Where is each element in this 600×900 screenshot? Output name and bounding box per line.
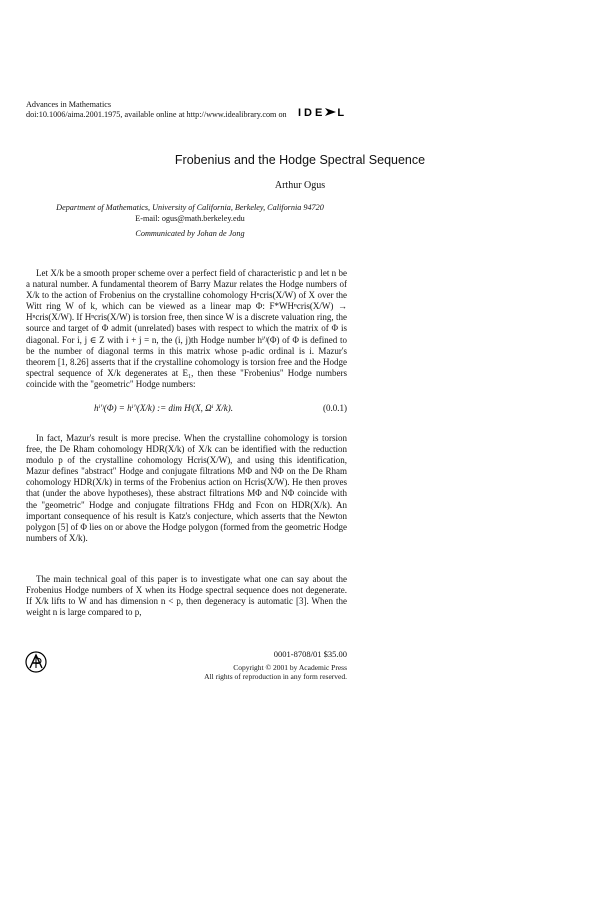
body-paragraph-1 xyxy=(26,268,347,390)
article-title: Frobenius and the Hodge Spectral Sequence xyxy=(174,153,426,167)
article-author: Arthur Ogus xyxy=(274,180,326,191)
email: E-mail: ogus@math.berkeley.edu xyxy=(135,213,245,223)
journal-header xyxy=(26,100,287,120)
publisher-ap-logo-icon xyxy=(25,651,47,673)
doi-line: doi:10.1006/aima.2001.1975, available online at http://www.idealibrary.com on xyxy=(26,110,287,119)
rights: All rights of reproduction in any form reserved. xyxy=(204,672,347,682)
copyright: Copyright © 2001 by Academic Press xyxy=(233,663,347,673)
logo-text: IDE xyxy=(298,107,326,119)
affiliation-block xyxy=(0,203,380,224)
issn-price: 0001-8708/01 $35.00 xyxy=(273,649,347,659)
communicated-by: Communicated by Johan de Jong xyxy=(135,229,245,238)
copyright-footer xyxy=(204,650,347,682)
logo-suffix: L xyxy=(337,107,348,119)
equation-number: (0.0.1) xyxy=(323,403,347,413)
journal-name: Advances in Mathematics xyxy=(26,100,112,109)
equation-body: hⁱ'ʲ(Φ) = hⁱ'ʲ(X/k) := dim Hʲ(X, Ωⁱ X/k). xyxy=(94,403,233,413)
logo-arrow-icon xyxy=(325,106,337,118)
paragraph-3-text: The main technical goal of this paper is to investigate what one can say about the Frobenius Hodge numbers of X when its Hodge spectral sequence does not degenerate. If X/k lifts to W and has dimension n < p, then degeneracy is automatic [3]. When the weight n is large compared to p, xyxy=(26,574,347,618)
ideal-logo xyxy=(298,103,347,119)
paragraph-1-text: Let X/k be a smooth proper scheme over a perfect field of characteristic p and let n be a natural number. A fundamental theorem of Barry Mazur relates the Hodge numbers of X/k to the action of Frobenius on the crystalline cohomology Hⁿcris(X/W) of X over the Witt ring W of k, which can be viewed as a linear map Φ: F*WHⁿcris(X/W) → Hⁿcris(X/W). If Hⁿcris(X/W) is torsion free, then since W is a discrete valuation ring, the source and target of Φ admit (unrelated) bases with respect to which the matrix of Φ is diagonal. For i, j ∈ Z with i + j = n, the (i, j)th Hodge number hⁱ'ʲ(Φ) of Φ is defined to be the number of diagonal terms in this matrix whose p-adic ordinal is i. Mazur's theorem [1, 8.26] asserts that if the crystalline cohomology is torsion free and the Hodge spectral sequence of X/k degenerates at E₁, then these "Frobenius" Hodge numbers coincide with the "geometric" Hodge numbers: xyxy=(26,268,347,389)
affiliation: Department of Mathematics, University of California, Berkeley, California 94720 xyxy=(56,203,324,212)
body-paragraph-2 xyxy=(26,433,347,544)
equation-0-0-1 xyxy=(26,403,347,415)
body-paragraph-3 xyxy=(26,574,347,618)
paragraph-2-text: In fact, Mazur's result is more precise. When the crystalline cohomology is torsion free, the De Rham cohomology HDR(X/k) of X/k can be identified with the reduction modulo p of the crystalline cohomology Hcris(X/W), and using this identification, Mazur defines "abstract" Hodge and conjugate filtrations MΦ and NΦ on the De Rham cohomology HDR(X/k) in terms of the Frobenius action on Hcris(X/W). He then proves that (under the above hypotheses), these abstract filtrations MΦ and NΦ coincide with the "geometric" Hodge and conjugate filtrations FHdg and Fcon on HDR(X/k). An important consequence of his result is Katz's conjecture, which asserts that the Newton polygon [5] of Φ lies on or above the Hodge polygon (formed from the geometric Hodge numbers of X/k). xyxy=(26,433,347,543)
